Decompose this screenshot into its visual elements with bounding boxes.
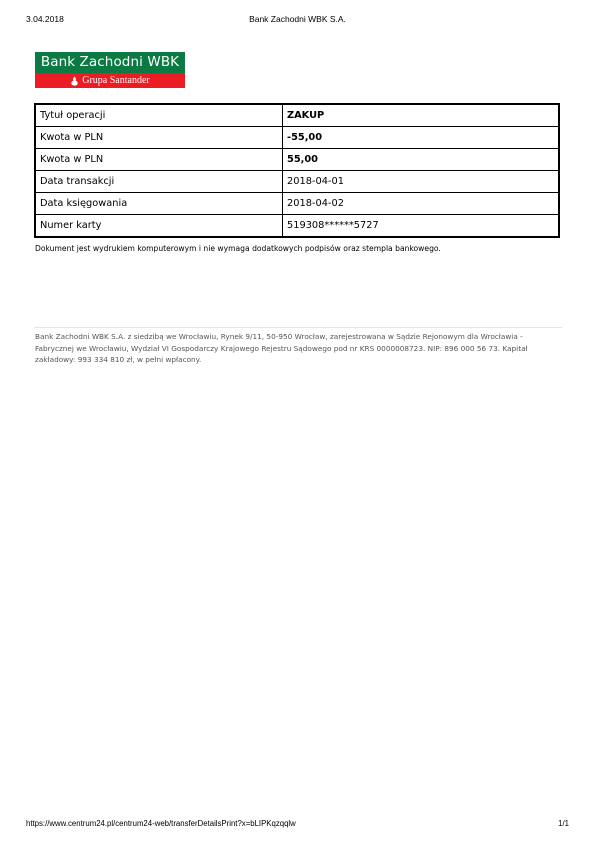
table-row [35,127,559,149]
logo-group-name: Grupa Santander [82,75,150,86]
footer-divider [34,327,562,328]
table-row [35,104,559,127]
detail-value: ZAKUP [283,104,560,127]
detail-label: Data księgowania [35,193,283,215]
print-date: 3.04.2018 [26,14,64,24]
table-row [35,193,559,215]
table-row [35,149,559,171]
print-title: Bank Zachodni WBK S.A. [249,14,346,24]
table-row [35,171,559,193]
page-number: 1/1 [558,819,569,828]
bank-legal-info: Bank Zachodni WBK S.A. z siedzibą we Wrocławiu, Rynek 9/11, 50-950 Wrocław, zarejestrowana w Sądzie Rejonowym dla Wrocławia - Fabrycznej we Wrocławiu, Wydział VI Gospodarczy Krajowego Rejestru Sądowego pod nr KRS 0000008723. NIP: 896 000 56 73. Kapitał zakładowy: 993 334 810 zł, w pełni wpłacony. [35,332,528,364]
print-url: https://www.centrum24.pl/centrum24-web/transferDetailsPrint?x=bLIPKqzqqlw [26,819,296,828]
detail-value: 55,00 [283,149,560,171]
logo-bank-name: Bank Zachodni WBK [35,52,185,73]
santander-flame-icon [70,76,79,86]
detail-value: -55,00 [283,127,560,149]
detail-label: Kwota w PLN [35,127,283,149]
table-row [35,215,559,238]
detail-label: Tytuł operacji [35,104,283,127]
logo-group-band [35,73,185,88]
transaction-details-table [34,103,560,238]
detail-value: 519308******5727 [283,215,560,238]
detail-label: Kwota w PLN [35,149,283,171]
detail-value: 2018-04-02 [283,193,560,215]
document-note: Dokument jest wydrukiem komputerowym i nie wymaga dodatkowych podpisów oraz stempla bankowego. [35,244,441,253]
bank-logo [35,52,185,88]
detail-label: Numer karty [35,215,283,238]
detail-value: 2018-04-01 [283,171,560,193]
detail-label: Data transakcji [35,171,283,193]
